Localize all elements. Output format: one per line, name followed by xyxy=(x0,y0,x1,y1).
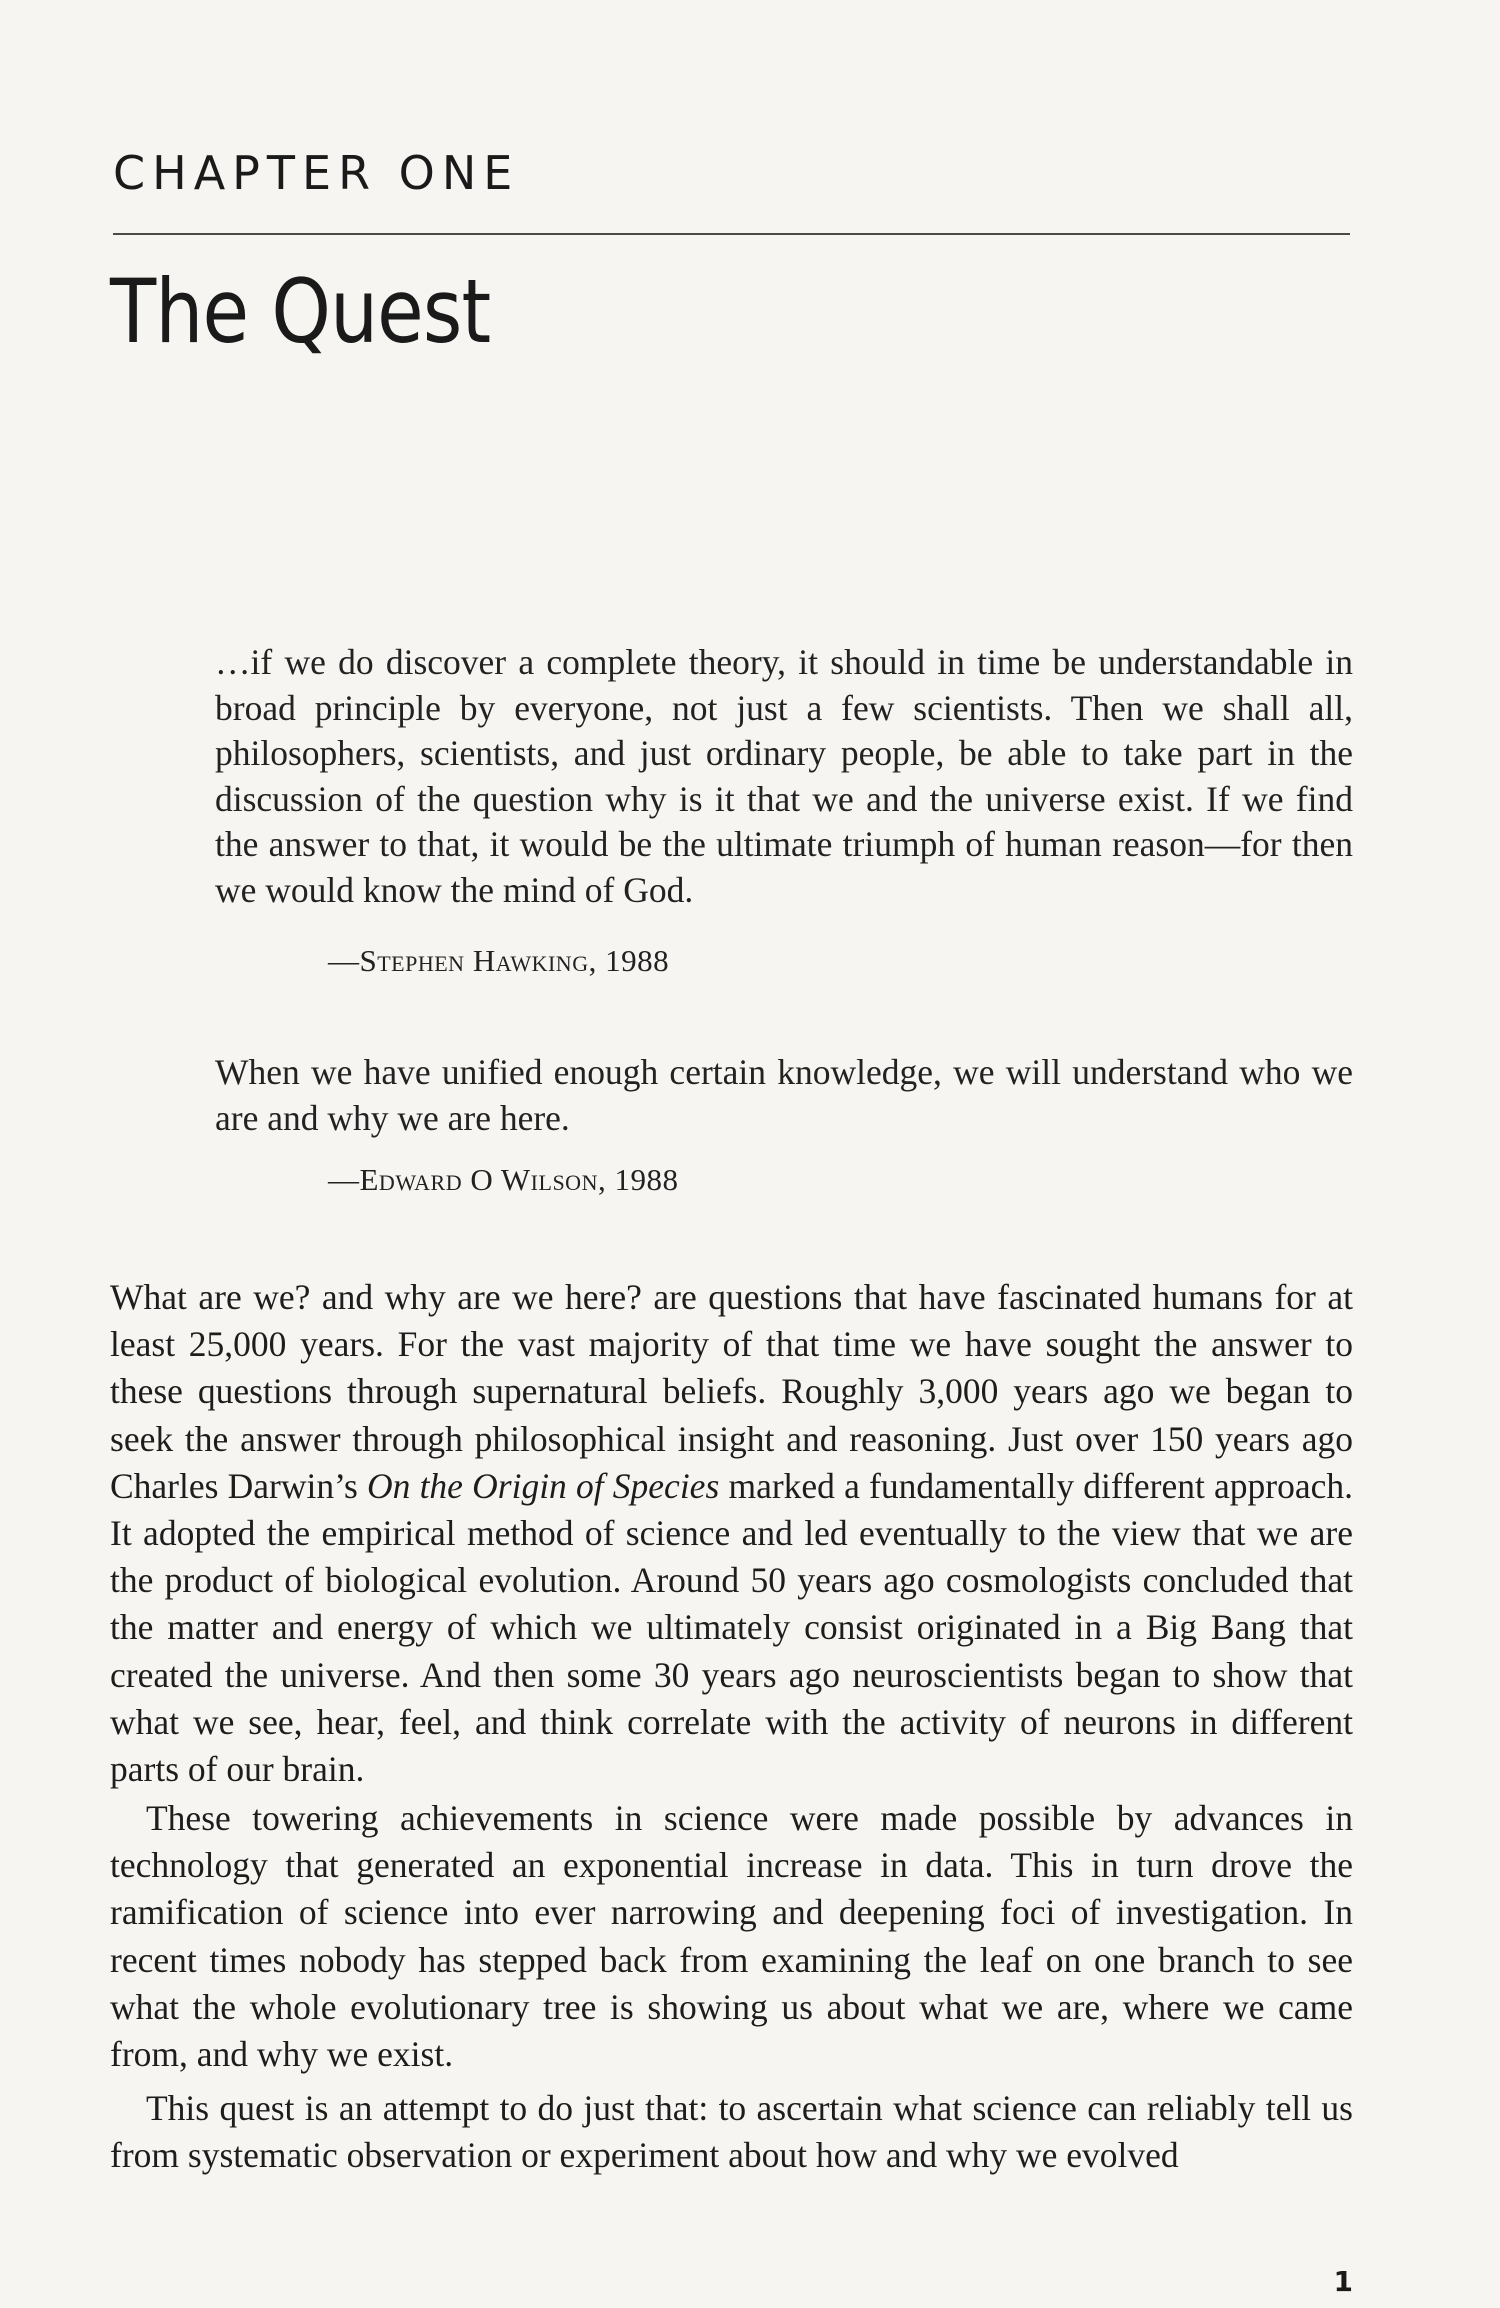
body-paragraph: This quest is an attempt to do just that: to ascertain what science can reliably tell us from systematic observation or experiment about how and why we evolved xyxy=(110,2088,1353,2176)
body-paragraph: These towering achievements in science were made possible by advances in technology that generated an exponential increase in data. This in turn drove the ramification of science into ever narrowing and deepening foci of investigation. In recent times nobody has stepped back from examining the leaf on one branch to see what the whole evolutionary tree is showing us about what we are, where we came from, and why we exist. xyxy=(110,1798,1353,2075)
body-text-run: What are we? and why are we here? are questions that have fascinated humans for at least 25,000 years. For the vast majority of that time we have sought the answer to these questions through supernatural beliefs. Roughly 3,000 years ago we began to seek the answer through philosophical insight and reasoning. Just over 150 years ago Charles Darwin’s xyxy=(110,1277,1353,1506)
page-number: 1 xyxy=(1333,2265,1353,2298)
epigraph-attribution: —Edward O Wilson, 1988 xyxy=(328,1162,679,1197)
chapter-label: CHAPTER ONE xyxy=(113,146,520,200)
body-text-run: marked a fundamentally different approach. It adopted the empirical method of science and led eventually to the view that we are the product of biological evolution. Around 50 years ago cosmologists concluded that the matter and energy of which we ultimately consist originated in a Big Bang that created the universe. And then some 30 years ago neuroscientists began to show that what we see, hear, feel, and think correlate with the activity of neurons in different parts of our brain. xyxy=(110,1465,1354,1790)
chapter-title: The Quest xyxy=(110,260,491,363)
epigraph-quote: When we have unified enough certain knowledge, we will understand who we are and why we are here. xyxy=(215,1052,1353,1138)
body-paragraph xyxy=(110,1274,1353,1793)
epigraph-quote: …if we do discover a complete theory, it should in time be understandable in broad principle by everyone, not just a few scientists. Then we shall all, philosophers, scientists, and just ordinary people, be able to take part in the discussion of the question why is it that we and the universe exist. If we find the answer to that, it would be the ultimate triumph of human reason—for then we would know the mind of God. xyxy=(215,642,1353,910)
chapter-divider xyxy=(113,233,1350,235)
book-title: On the Origin of Species xyxy=(366,1465,720,1506)
epigraph-attribution: —Stephen Hawking, 1988 xyxy=(328,943,670,978)
